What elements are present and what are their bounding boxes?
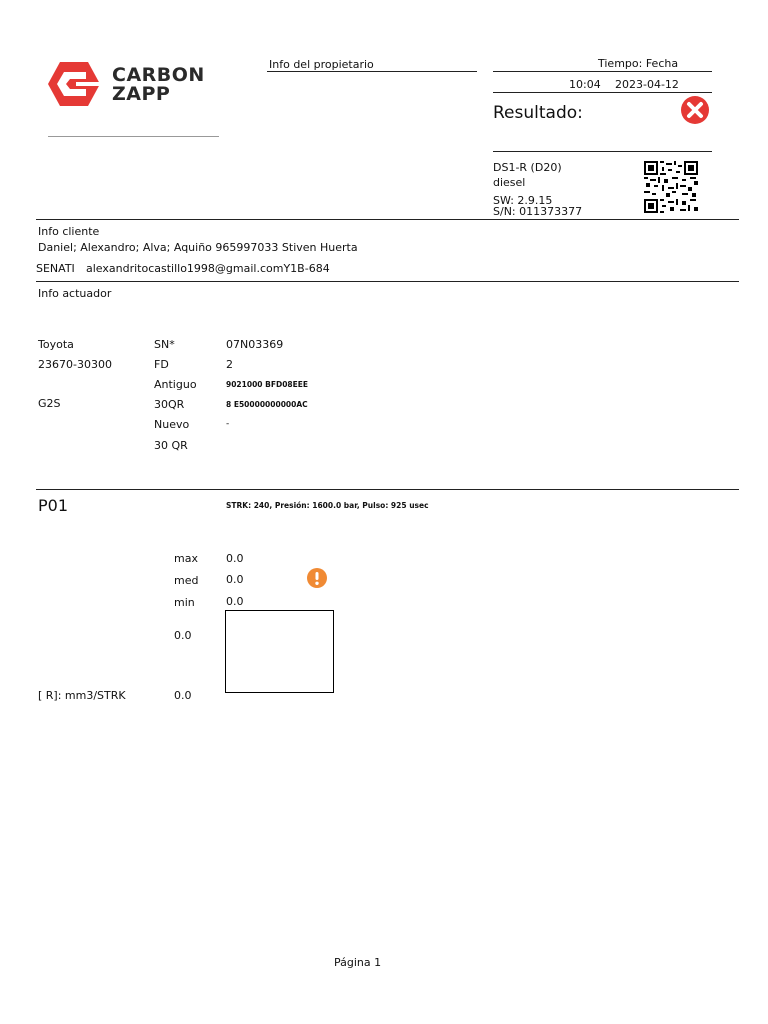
unit-value: 0.0 (174, 689, 192, 702)
old-label: Antiguo (154, 378, 197, 391)
qr2-label: 30 QR (154, 439, 188, 452)
old-value: 9021000 BFD08EEE (226, 380, 309, 389)
fd-value: 2 (226, 358, 233, 371)
divider (36, 281, 739, 282)
divider (493, 92, 712, 93)
chart-value: 0.0 (174, 629, 192, 642)
device-model: DS1-R (D20) (493, 161, 562, 174)
owner-label: Info del propietario (269, 58, 374, 71)
min-value: 0.0 (226, 595, 244, 608)
brand-name-line2: ZAPP (112, 83, 171, 105)
client-name: Daniel; Alexandro; Alva; Aquiño 965997033 Stiven Huerta (38, 241, 358, 254)
device-sw: SW: 2.9.15 (493, 194, 553, 207)
divider (36, 219, 739, 220)
divider (267, 71, 477, 72)
client-org: SENATI (36, 262, 75, 275)
actuator-type: G2S (38, 397, 61, 410)
qr1-label: 30QR (154, 398, 185, 411)
device-sn: S/N: 011373377 (493, 205, 583, 218)
actuator-title: Info actuador (38, 287, 112, 300)
brand-logo-icon (46, 62, 102, 106)
test-params: STRK: 240, Presión: 1600.0 bar, Pulso: 925 usec (226, 501, 429, 510)
fd-label: FD (154, 358, 169, 371)
unit-label: [ R]: mm3/STRK (38, 689, 126, 702)
max-value: 0.0 (226, 552, 244, 565)
date-value: 2023-04-12 (615, 78, 679, 91)
new-value: - (226, 419, 230, 429)
actuator-part: 23670-30300 (38, 358, 112, 371)
divider (493, 151, 712, 152)
test-code: P01 (38, 496, 69, 515)
client-title: Info cliente (38, 225, 100, 238)
result-label: Resultado: (493, 103, 583, 123)
device-fuel: diesel (493, 176, 526, 189)
sn-label: SN* (154, 338, 175, 351)
med-label: med (174, 574, 199, 587)
max-label: max (174, 552, 198, 565)
med-value: 0.0 (226, 573, 244, 586)
divider (48, 136, 219, 137)
warning-icon (306, 567, 328, 589)
divider (493, 71, 712, 72)
new-label: Nuevo (154, 418, 190, 431)
result-chart-box (225, 610, 334, 693)
time-value: 10:04 (569, 78, 601, 91)
error-x-icon (680, 95, 710, 125)
page-number: Página 1 (334, 956, 382, 969)
time-label: Tiempo: Fecha (598, 57, 679, 70)
client-email: alexandritocastillo1998@gmail.comY1B-684 (86, 262, 330, 275)
actuator-brand: Toyota (38, 338, 74, 351)
divider (36, 489, 739, 490)
qr-code-icon (644, 161, 698, 213)
brand-name-line1: CARBON (112, 64, 205, 86)
qr1-value: 8 E50000000000AC (226, 400, 308, 409)
min-label: min (174, 596, 195, 609)
sn-value: 07N03369 (226, 338, 284, 351)
